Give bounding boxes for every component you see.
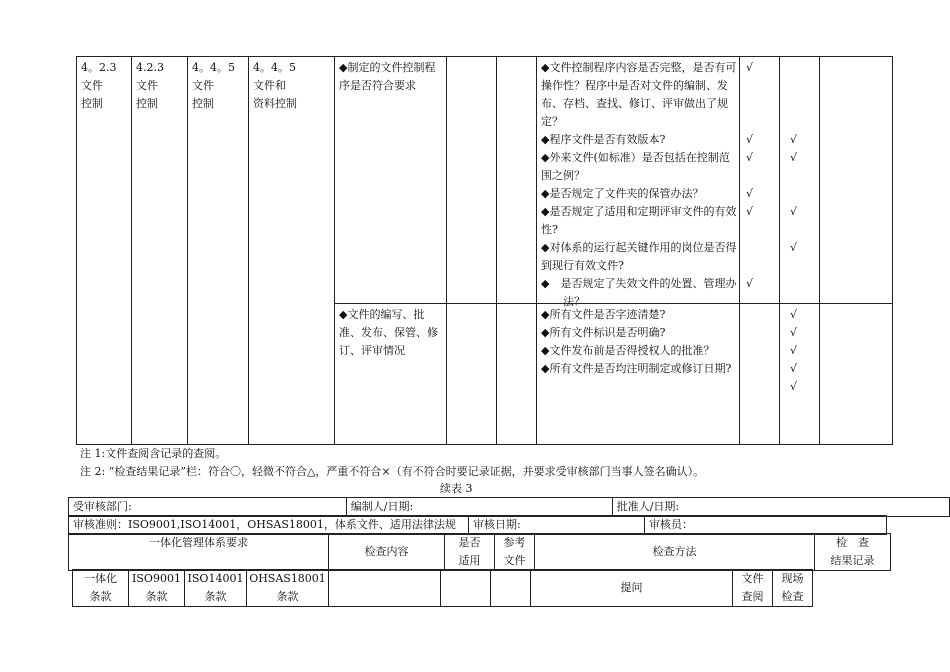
doc-review-1-cell: [740, 57, 780, 304]
content-label: 检查内容: [364, 545, 409, 558]
continued-header-table: [68, 497, 950, 517]
sub-header-table: [72, 569, 813, 607]
question-6: ◆对体系的运行起关键作用的岗位是否得到现行有效文件?: [541, 241, 737, 272]
note-2: 注 2: “检查结果记录”栏：符合〇，轻微不符合△，严重不符合×（有不符合时要记录证据，并要求受审核部门当事人签名确认）。: [80, 465, 705, 478]
site-mark-3: √: [790, 151, 798, 164]
doc-review-2-cell: [740, 304, 780, 445]
continued-title: 续表 3: [440, 482, 473, 495]
clause-ohsas-cell: [249, 57, 335, 445]
method-header: [535, 534, 815, 571]
clause-iso14001: 4。4。5 文件 控制: [192, 61, 235, 110]
criteria-cell: [69, 516, 469, 535]
site-mark-5: √: [790, 205, 798, 218]
result-2-cell: [820, 304, 893, 445]
reference-label: 参考 文件: [503, 536, 526, 567]
clause-iso9001: 4.2.3 文件 控制: [136, 61, 164, 110]
method-label: 检查方法: [652, 545, 697, 558]
content-2-cell: [335, 304, 447, 445]
sub-site-check-label: 现场 检查: [781, 572, 804, 603]
question-3: ◆外来文件(如标准）是否包括在控制范围之例？: [541, 151, 730, 182]
sub-ohsas-label: OHSAS18001 条款: [249, 572, 326, 603]
sub-integrated: [73, 570, 129, 607]
content-2: ◆文件的编写、批准、发布、保管、修订、评审情况: [339, 308, 438, 357]
clause-integrated-cell: [77, 57, 132, 445]
clause-iso14001-cell: [188, 57, 249, 445]
prepared-by-label: 编制人/日期:: [350, 500, 414, 513]
result-header: [815, 534, 891, 571]
sub-site-check: [773, 570, 813, 607]
question-11: ◆所有文件是否均注明制定或修订日期?: [541, 362, 732, 375]
prepared-by-cell: [346, 498, 612, 517]
applicable-2-cell: [447, 304, 497, 445]
clause-iso9001-cell: [132, 57, 188, 445]
sub-iso14001: [185, 570, 247, 607]
questions-2-cell: [537, 304, 740, 445]
sub-ohsas: [247, 570, 329, 607]
audited-dept-cell: [69, 498, 347, 517]
question-2: ◆程序文件是否有效版本?: [541, 133, 666, 146]
audit-date-label: 审核日期:: [473, 518, 521, 531]
question-8: ◆所有文件是否字迹清楚?: [541, 308, 666, 321]
sub-question-label: 提问: [620, 581, 643, 594]
applicable-header: [445, 534, 495, 571]
sub-iso9001-label: ISO9001 条款: [132, 572, 181, 603]
audited-dept-label: 受审核部门:: [73, 500, 132, 513]
content-header: [329, 534, 445, 571]
column-header-table: [68, 533, 891, 571]
site-mark-11: √: [790, 362, 798, 375]
site-check-2-cell: [780, 304, 820, 445]
requirements-label: 一体化管理体系要求: [149, 536, 248, 549]
requirements-header: [69, 534, 329, 571]
criteria-row-table: [68, 515, 887, 535]
main-audit-table: [76, 56, 893, 445]
site-mark-9: √: [790, 326, 798, 339]
reference-header: [495, 534, 535, 571]
audit-date-cell: [469, 516, 645, 535]
reference-2-cell: [497, 304, 537, 445]
sub-content-empty: [329, 570, 441, 607]
doc-mark-7: √: [746, 277, 754, 290]
sub-integrated-label: 一体化 条款: [84, 572, 117, 603]
sub-reference-empty: [491, 570, 531, 607]
site-mark-2: √: [790, 133, 798, 146]
result-label: 检 查 结果记录: [830, 536, 875, 567]
question-9: ◆所有文件标识是否明确?: [541, 326, 666, 339]
doc-mark-3: √: [746, 151, 754, 164]
question-5: ◆是否规定了适用和定期评审文件的有效性?: [541, 205, 737, 236]
content-1: ◆制定的文件控制程序是否符合要求: [339, 61, 436, 92]
site-mark-10: √: [790, 344, 798, 357]
sub-iso14001-label: ISO14001 条款: [187, 572, 244, 603]
content-1-cell: [335, 57, 447, 304]
sub-doc-review: [733, 570, 773, 607]
question-1: ◆文件控制程序内容是否完整，是否有可操作性？程序中是否对文件的编制、发布、存档、查找、修订、评审做出了规定？: [541, 61, 737, 128]
criteria-label: 审核准则：ISO9001,ISO14001，OHSAS18001，体系文件、适用法律法规: [73, 518, 456, 531]
auditor-label: 审核员：: [649, 518, 693, 531]
sub-doc-review-label: 文件 查阅: [741, 572, 764, 603]
auditor-cell: [645, 516, 887, 535]
clause-ohsas: 4。4。5 文件和 资料控制: [253, 61, 297, 110]
sub-applicable-empty: [441, 570, 491, 607]
result-1-cell: [820, 57, 893, 304]
sub-question: [531, 570, 733, 607]
doc-mark-1: √: [746, 61, 754, 74]
question-4: ◆是否规定了文件夹的保管办法？: [541, 187, 704, 200]
site-mark-8: √: [790, 308, 798, 321]
question-7: ◆ 是否规定了失效文件的处置、管理办法？: [541, 277, 737, 308]
doc-mark-4: √: [746, 187, 754, 200]
question-10: ◆文件发布前是否得授权人的批准？: [541, 344, 715, 357]
note-1: 注 1:文件查阅含记录的查阅。: [80, 447, 227, 460]
sub-iso9001: [129, 570, 185, 607]
clause-integrated: 4。2.3 文件 控制: [81, 61, 117, 110]
questions-1-cell: [537, 57, 740, 308]
applicable-label: 是否 适用: [458, 536, 481, 567]
approved-by-label: 批准人/日期:: [616, 500, 680, 513]
site-check-1-cell: [780, 57, 820, 304]
site-mark-12: √: [790, 380, 798, 393]
site-mark-6: √: [790, 241, 798, 254]
approved-by-cell: [612, 498, 949, 517]
applicable-1-cell: [447, 57, 497, 304]
doc-mark-2: √: [746, 133, 754, 146]
doc-mark-5: √: [746, 205, 754, 218]
reference-1-cell: [497, 57, 537, 304]
